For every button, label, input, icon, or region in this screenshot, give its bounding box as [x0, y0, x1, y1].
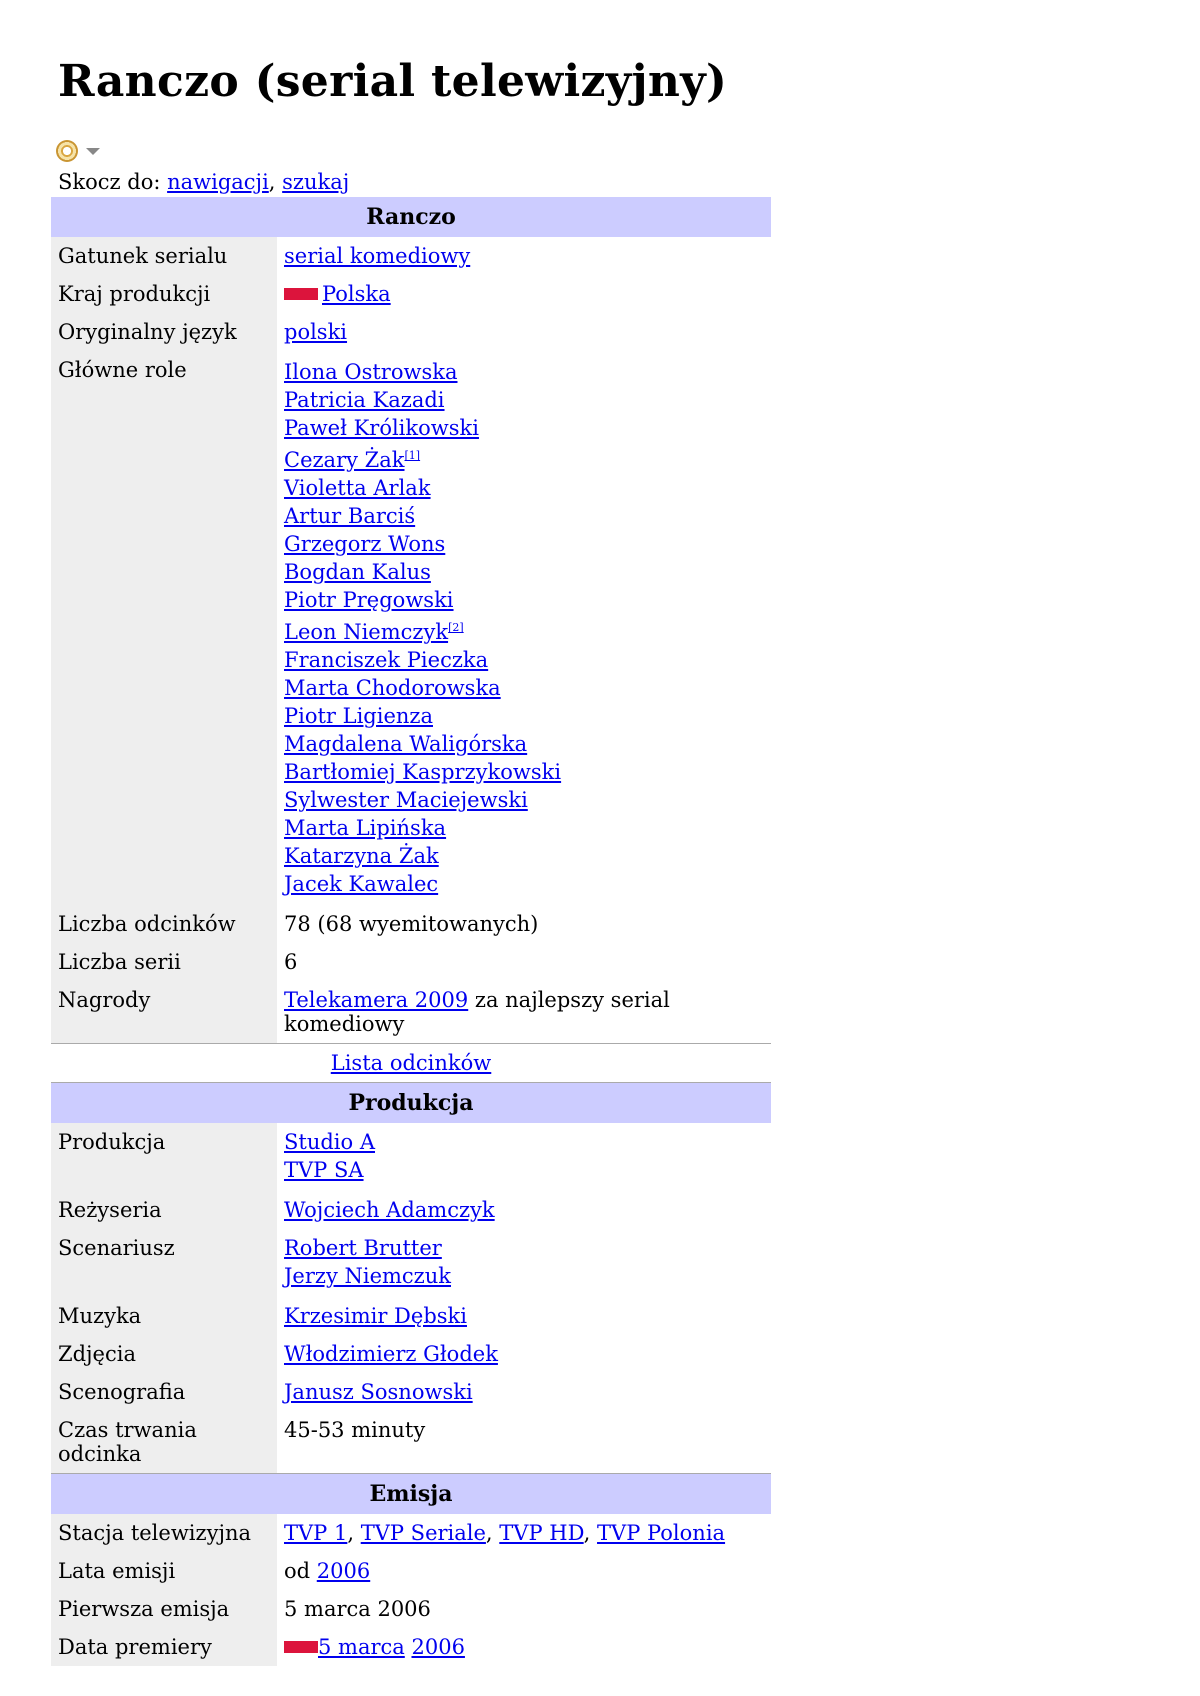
infobox-title: Ranczo — [51, 197, 771, 237]
row-episode-list — [51, 1044, 771, 1083]
page-tools — [56, 138, 100, 164]
cast-link[interactable]: Artur Barciś — [284, 504, 416, 528]
cast-link[interactable]: Marta Lipińska — [284, 816, 447, 840]
cast-link[interactable]: Jacek Kawalec — [284, 872, 439, 896]
row-runtime — [51, 1411, 771, 1474]
label-design: Scenografia — [51, 1373, 277, 1411]
row-seasons — [51, 943, 771, 981]
cast-link[interactable]: Bogdan Kalus — [284, 560, 431, 584]
production-link[interactable]: Studio A — [284, 1130, 375, 1154]
row-design — [51, 1373, 771, 1411]
label-production: Produkcja — [51, 1123, 277, 1191]
writer-link[interactable]: Robert Brutter — [284, 1236, 442, 1260]
design-link[interactable]: Janusz Sosnowski — [284, 1380, 473, 1404]
label-first-emission: Pierwsza emisja — [51, 1590, 277, 1628]
writer-link[interactable]: Jerzy Niemczuk — [284, 1264, 451, 1288]
infobox — [51, 197, 771, 1666]
station-link[interactable]: TVP 1 — [284, 1521, 348, 1545]
cast-list — [284, 358, 771, 898]
label-language: Oryginalny język — [51, 313, 277, 351]
jump-separator: , — [268, 170, 283, 194]
cast-link[interactable]: Cezary Żak — [284, 448, 405, 472]
row-genre — [51, 237, 771, 275]
row-years — [51, 1552, 771, 1590]
cast-link[interactable]: Leon Niemczyk — [284, 620, 449, 644]
runtime-value: 45-53 minuty — [284, 1418, 426, 1442]
cast-link[interactable]: Marta Chodorowska — [284, 676, 501, 700]
station-link[interactable]: TVP HD — [499, 1521, 584, 1545]
row-language — [51, 313, 771, 351]
footnote-link[interactable]: [2] — [448, 621, 464, 634]
row-episodes — [51, 905, 771, 943]
label-awards: Nagrody — [51, 981, 277, 1044]
jump-links — [58, 170, 349, 194]
label-seasons: Liczba serii — [51, 943, 277, 981]
production-header: Produkcja — [51, 1083, 771, 1124]
label-genre: Gatunek serialu — [51, 237, 277, 275]
jump-navigation-link[interactable]: nawigacji — [167, 170, 269, 194]
cast-link[interactable]: Sylwester Maciejewski — [284, 788, 528, 812]
language-link[interactable]: polski — [284, 320, 348, 344]
jump-prefix: Skocz do: — [58, 170, 168, 194]
label-director: Reżyseria — [51, 1191, 277, 1229]
years-prefix: od — [284, 1559, 317, 1583]
label-premiere: Data premiery — [51, 1628, 277, 1666]
label-photo: Zdjęcia — [51, 1335, 277, 1373]
cast-link[interactable]: Grzegorz Wons — [284, 532, 446, 556]
episode-list-link[interactable]: Lista odcinków — [330, 1051, 492, 1075]
cast-link[interactable]: Bartłomiej Kasprzykowski — [284, 760, 562, 784]
row-photo — [51, 1335, 771, 1373]
row-awards — [51, 981, 771, 1044]
row-music — [51, 1297, 771, 1335]
station-link[interactable]: TVP Seriale — [360, 1521, 486, 1545]
award-link[interactable]: Telekamera 2009 — [284, 988, 469, 1012]
row-station — [51, 1514, 771, 1552]
station-sep: , — [485, 1521, 500, 1545]
cast-link[interactable]: Magdalena Waligórska — [284, 732, 528, 756]
cast-link[interactable]: Violetta Arlak — [284, 476, 431, 500]
cast-link[interactable]: Katarzyna Żak — [284, 844, 439, 868]
page-title: Ranczo (serial telewizyjny) — [58, 56, 728, 107]
production-link[interactable]: TVP SA — [284, 1158, 364, 1182]
country-link[interactable]: Polska — [322, 282, 391, 306]
station-sep: , — [347, 1521, 361, 1545]
music-link[interactable]: Krzesimir Dębski — [284, 1304, 467, 1328]
label-episodes: Liczba odcinków — [51, 905, 277, 943]
premiere-year-link[interactable]: 2006 — [411, 1635, 465, 1659]
row-first-emission — [51, 1590, 771, 1628]
jump-search-link[interactable]: szukaj — [282, 170, 350, 194]
cast-link[interactable]: Ilona Ostrowska — [284, 360, 458, 384]
row-production — [51, 1123, 771, 1191]
station-sep: , — [583, 1521, 598, 1545]
row-premiere — [51, 1628, 771, 1666]
cast-link[interactable]: Patricia Kazadi — [284, 388, 445, 412]
poland-flag-icon — [284, 288, 318, 300]
photo-link[interactable]: Włodzimierz Głodek — [284, 1342, 498, 1366]
genre-link[interactable]: serial komediowy — [284, 244, 471, 268]
poland-flag-icon — [284, 1641, 318, 1653]
first-emission-value: 5 marca 2006 — [284, 1597, 431, 1621]
eye-icon[interactable] — [56, 140, 78, 162]
row-writers — [51, 1229, 771, 1297]
label-writers: Scenariusz — [51, 1229, 277, 1297]
years-link[interactable]: 2006 — [316, 1559, 371, 1583]
premiere-day-link[interactable]: 5 marca — [318, 1635, 405, 1659]
station-link[interactable]: TVP Polonia — [597, 1521, 726, 1545]
row-cast — [51, 351, 771, 905]
label-runtime: Czas trwania odcinka — [51, 1411, 277, 1474]
cast-link[interactable]: Paweł Królikowski — [284, 416, 479, 440]
label-cast: Główne role — [51, 351, 277, 905]
label-years: Lata emisji — [51, 1552, 277, 1590]
emission-header: Emisja — [51, 1474, 771, 1515]
director-link[interactable]: Wojciech Adamczyk — [284, 1198, 495, 1222]
row-director — [51, 1191, 771, 1229]
seasons-value: 6 — [284, 950, 298, 974]
cast-link[interactable]: Piotr Pręgowski — [284, 588, 454, 612]
award-text: za najlepszy serial komediowy — [284, 988, 670, 1036]
row-country — [51, 275, 771, 313]
label-country: Kraj produkcji — [51, 275, 277, 313]
label-station: Stacja telewizyjna — [51, 1514, 277, 1552]
label-music: Muzyka — [51, 1297, 277, 1335]
episodes-value: 78 (68 wyemitowanych) — [284, 912, 539, 936]
cast-link[interactable]: Franciszek Pieczka — [284, 648, 489, 672]
chevron-down-icon[interactable] — [86, 148, 100, 155]
footnote-link[interactable]: [1] — [404, 449, 421, 462]
cast-link[interactable]: Piotr Ligienza — [284, 704, 433, 728]
